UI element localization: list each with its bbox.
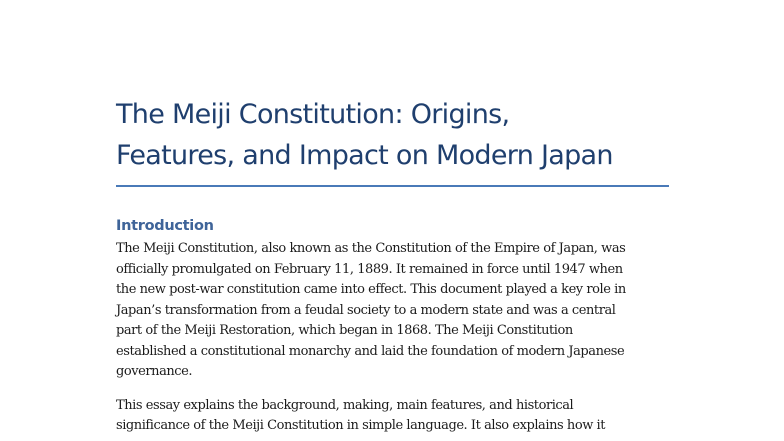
text-line: established a constitutional monarchy and laid the foundation of modern Japanese [116, 343, 625, 359]
section-heading-introduction: Introduction [116, 218, 214, 234]
text-line: part of the Meiji Restoration, which began in 1868. The Meiji Constitution [116, 323, 573, 338]
text-line: the new post-war constitution came into effect. This document played a key role in [116, 282, 626, 297]
text-line: officially promulgated on February 11, 1889. It remained in force until 1947 when [116, 261, 623, 277]
document-body [116, 94, 672, 437]
text-line: This essay explains the background, making, main features, and historical [116, 397, 574, 413]
text-line: Japan’s transformation from a feudal society to a modern state and was a central [116, 302, 616, 318]
text-line: The Meiji Constitution, also known as the Constitution of the Empire of Japan, was [116, 241, 626, 256]
title-underline-divider [116, 185, 669, 187]
text-line: governance. [116, 364, 193, 379]
document-title [116, 94, 672, 176]
document-title-line: The Meiji Constitution: Origins, [116, 99, 510, 130]
text-line: significance of the Meiji Constitution in simple language. It also explains how it [116, 418, 606, 433]
document-title-line: Features, and Impact on Modern Japan [116, 140, 613, 171]
paragraph [116, 239, 672, 383]
paragraph [116, 396, 672, 437]
